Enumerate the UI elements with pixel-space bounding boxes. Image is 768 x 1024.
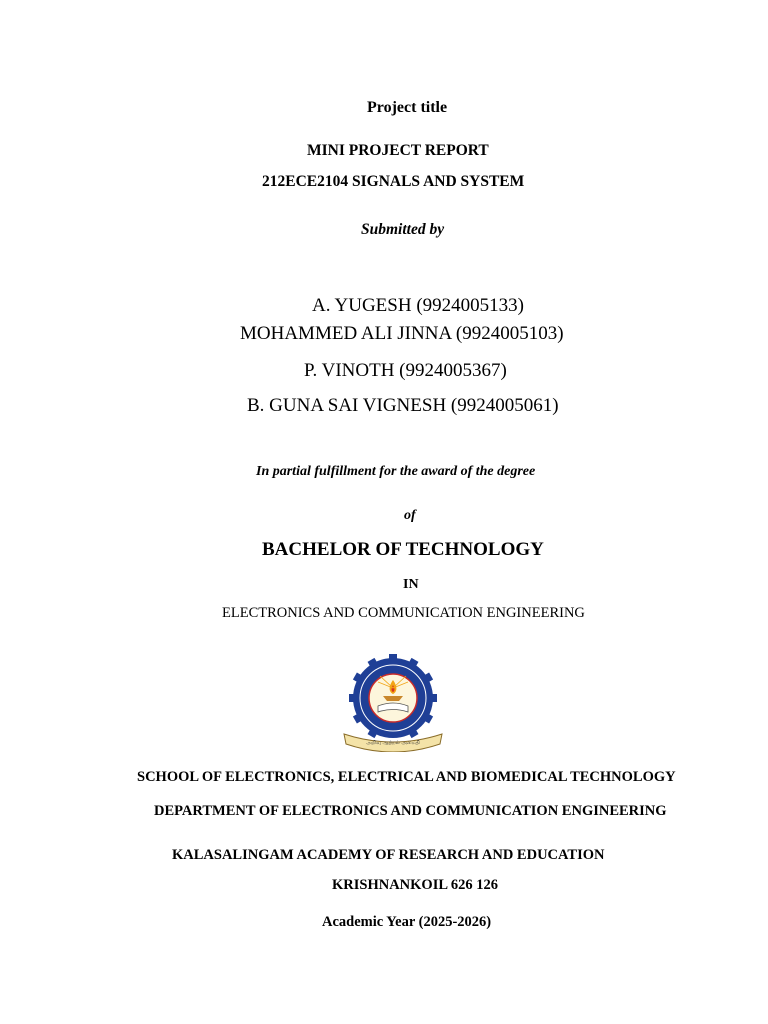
student-name-1: A. YUGESH (9924005133) xyxy=(312,295,524,316)
institution-logo xyxy=(340,654,446,752)
student-name-2: MOHAMMED ALI JINNA (9924005103) xyxy=(240,323,564,344)
in-text: IN xyxy=(403,577,419,592)
fulfillment-statement: In partial fulfillment for the award of the degree xyxy=(256,464,536,479)
degree-title: BACHELOR OF TECHNOLOGY xyxy=(262,539,544,560)
course-title: 212ECE2104 SIGNALS AND SYSTEM xyxy=(262,173,525,190)
school-name: SCHOOL OF ELECTRONICS, ELECTRICAL AND BIOMEDICAL TECHNOLOGY xyxy=(137,769,676,785)
ribbon-motto: அறிவு ஆற்றல் அமைதி xyxy=(366,740,420,746)
branch-name: ELECTRONICS AND COMMUNICATION ENGINEERING xyxy=(222,605,585,621)
project-title: Project title xyxy=(367,99,448,116)
of-text: of xyxy=(404,508,416,523)
academic-year: Academic Year (2025-2026) xyxy=(322,914,492,930)
student-name-3: P. VINOTH (9924005367) xyxy=(304,360,507,381)
report-type: MINI PROJECT REPORT xyxy=(307,142,489,159)
student-name-4: B. GUNA SAI VIGNESH (9924005061) xyxy=(247,395,559,416)
submitted-by: Submitted by xyxy=(361,221,445,238)
institution-location: KRISHNANKOIL 626 126 xyxy=(332,877,498,893)
institution-name: KALASALINGAM ACADEMY OF RESEARCH AND EDUCATION xyxy=(172,847,605,863)
department-name: DEPARTMENT OF ELECTRONICS AND COMMUNICATION ENGINEERING xyxy=(154,803,667,819)
